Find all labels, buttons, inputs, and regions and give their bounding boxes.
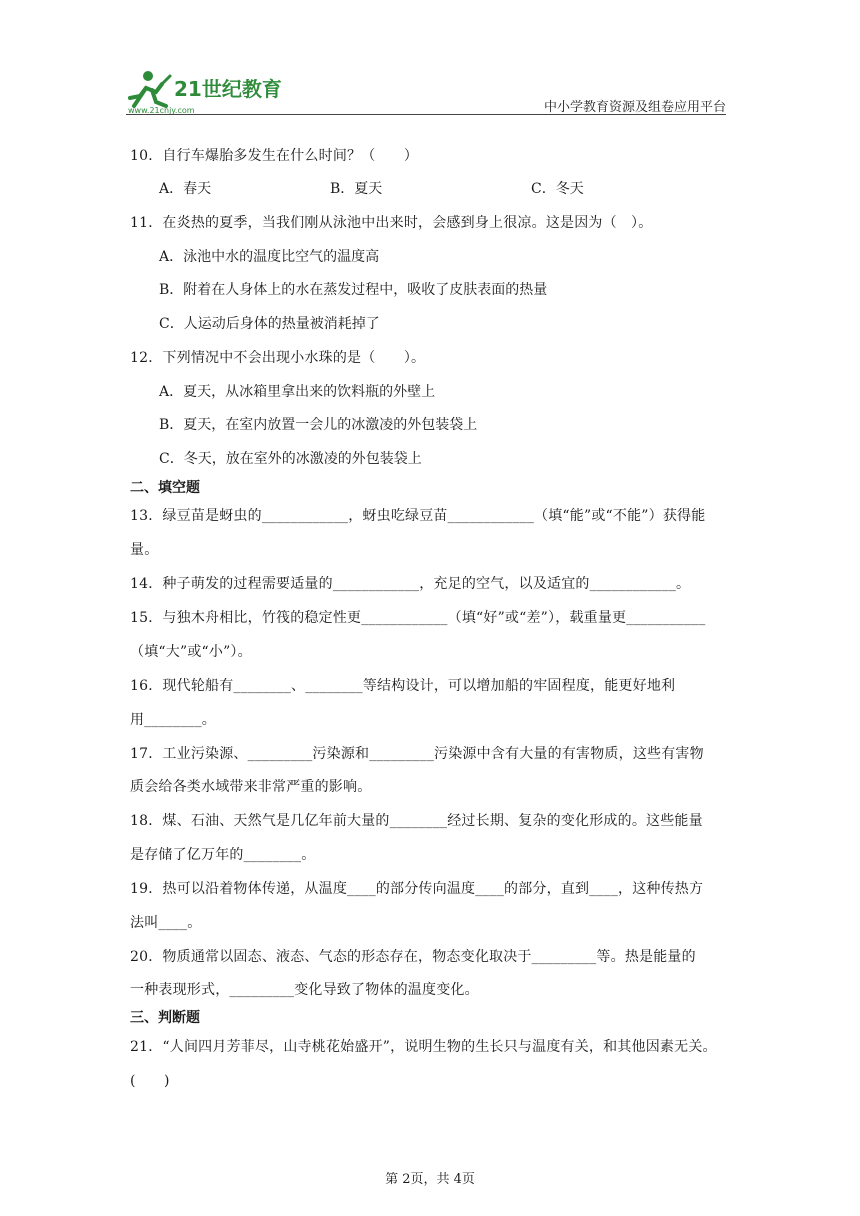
question-12-option-c: C．冬天，放在室外的冰激凌的外包装袋上 (159, 451, 422, 467)
question-18-line1: 18．煤、石油、天然气是几亿年前大量的________经过长期、复杂的变化形成的。这些能量 (130, 813, 703, 829)
question-10-stem: 10．自行车爆胎多发生在什么时间？（ ） (130, 148, 419, 164)
question-21-line1: 21．“人间四月芳菲尽，山寺桃花始盛开”，说明生物的生长只与温度有关，和其他因素无关。 (130, 1039, 717, 1055)
logo-runner-icon (126, 66, 296, 116)
question-14-line1: 14．种子萌发的过程需要适量的____________，充足的空气，以及适宜的____________。 (130, 576, 691, 592)
question-11-option-a: A．泳池中水的温度比空气的温度高 (159, 249, 380, 265)
question-12-option-a: A．夏天，从冰箱里拿出来的饮料瓶的外壁上 (159, 384, 436, 400)
question-13-line1: 13．绿豆苗是蚜虫的____________，蚜虫吃绿豆苗____________（填“能”或“不能”）获得能 (130, 508, 706, 524)
question-16-line1: 16．现代轮船有________、________等结构设计，可以增加船的牢固程度，能更好地利 (130, 678, 676, 694)
question-12-option-b: B．夏天，在室内放置一会儿的冰激凌的外包装袋上 (159, 417, 478, 433)
question-10-option-b: B．夏天 (330, 181, 383, 197)
question-15-line2: （填“大”或“小”）。 (130, 644, 252, 660)
question-12-stem: 12．下列情况中不会出现小水珠的是（ ）。 (130, 350, 426, 366)
question-20-line2: 一种表现形式，_________变化导致了物体的温度变化。 (130, 982, 479, 998)
platform-name: 中小学教育资源及组卷应用平台 (543, 100, 726, 115)
question-17-line2: 质会给各类水域带来非常严重的影响。 (130, 779, 372, 795)
section-true-false: 三、判断题 (130, 1010, 200, 1026)
header-divider (126, 114, 726, 115)
question-19-line1: 19．热可以沿着物体传递，从温度____的部分传向温度____的部分，直到____，这种传热方 (130, 881, 704, 897)
question-11-option-b: B．附着在人身体上的水在蒸发过程中，吸收了皮肤表面的热量 (159, 282, 548, 298)
question-13-line2: 量。 (130, 542, 159, 558)
page-footer: 第 2页，共 4页 (385, 1172, 475, 1187)
question-21-line2: ( ) (130, 1073, 170, 1089)
question-19-line2: 法叫____。 (130, 915, 202, 931)
question-20-line1: 20．物质通常以固态、液态、气态的形态存在，物态变化取决于_________等。热是能量的 (130, 949, 696, 965)
question-11-option-c: C．人运动后身体的热量被消耗掉了 (159, 316, 380, 332)
question-11-stem: 11．在炎热的夏季，当我们刚从泳池中出来时，会感到身上很凉。这是因为（ ）。 (130, 215, 653, 231)
question-17-line1: 17．工业污染源、_________污染源和_________污染源中含有大量的有害物质，这些有害物 (130, 746, 704, 762)
question-16-line2: 用________。 (130, 712, 216, 728)
question-10-option-c: C．冬天 (531, 181, 584, 197)
question-18-line2: 是存储了亿万年的________。 (130, 847, 316, 863)
logo-url: www.21cnjy.com (128, 106, 195, 115)
question-15-line1: 15．与独木舟相比，竹筏的稳定性更____________（填“好”或“差”），载重量更___________ (130, 610, 706, 626)
question-10-option-a: A．春天 (159, 181, 212, 197)
section-fill-in-blank: 二、填空题 (130, 480, 200, 496)
page-header (126, 66, 726, 116)
logo-text: 21世纪教育 (174, 77, 282, 101)
